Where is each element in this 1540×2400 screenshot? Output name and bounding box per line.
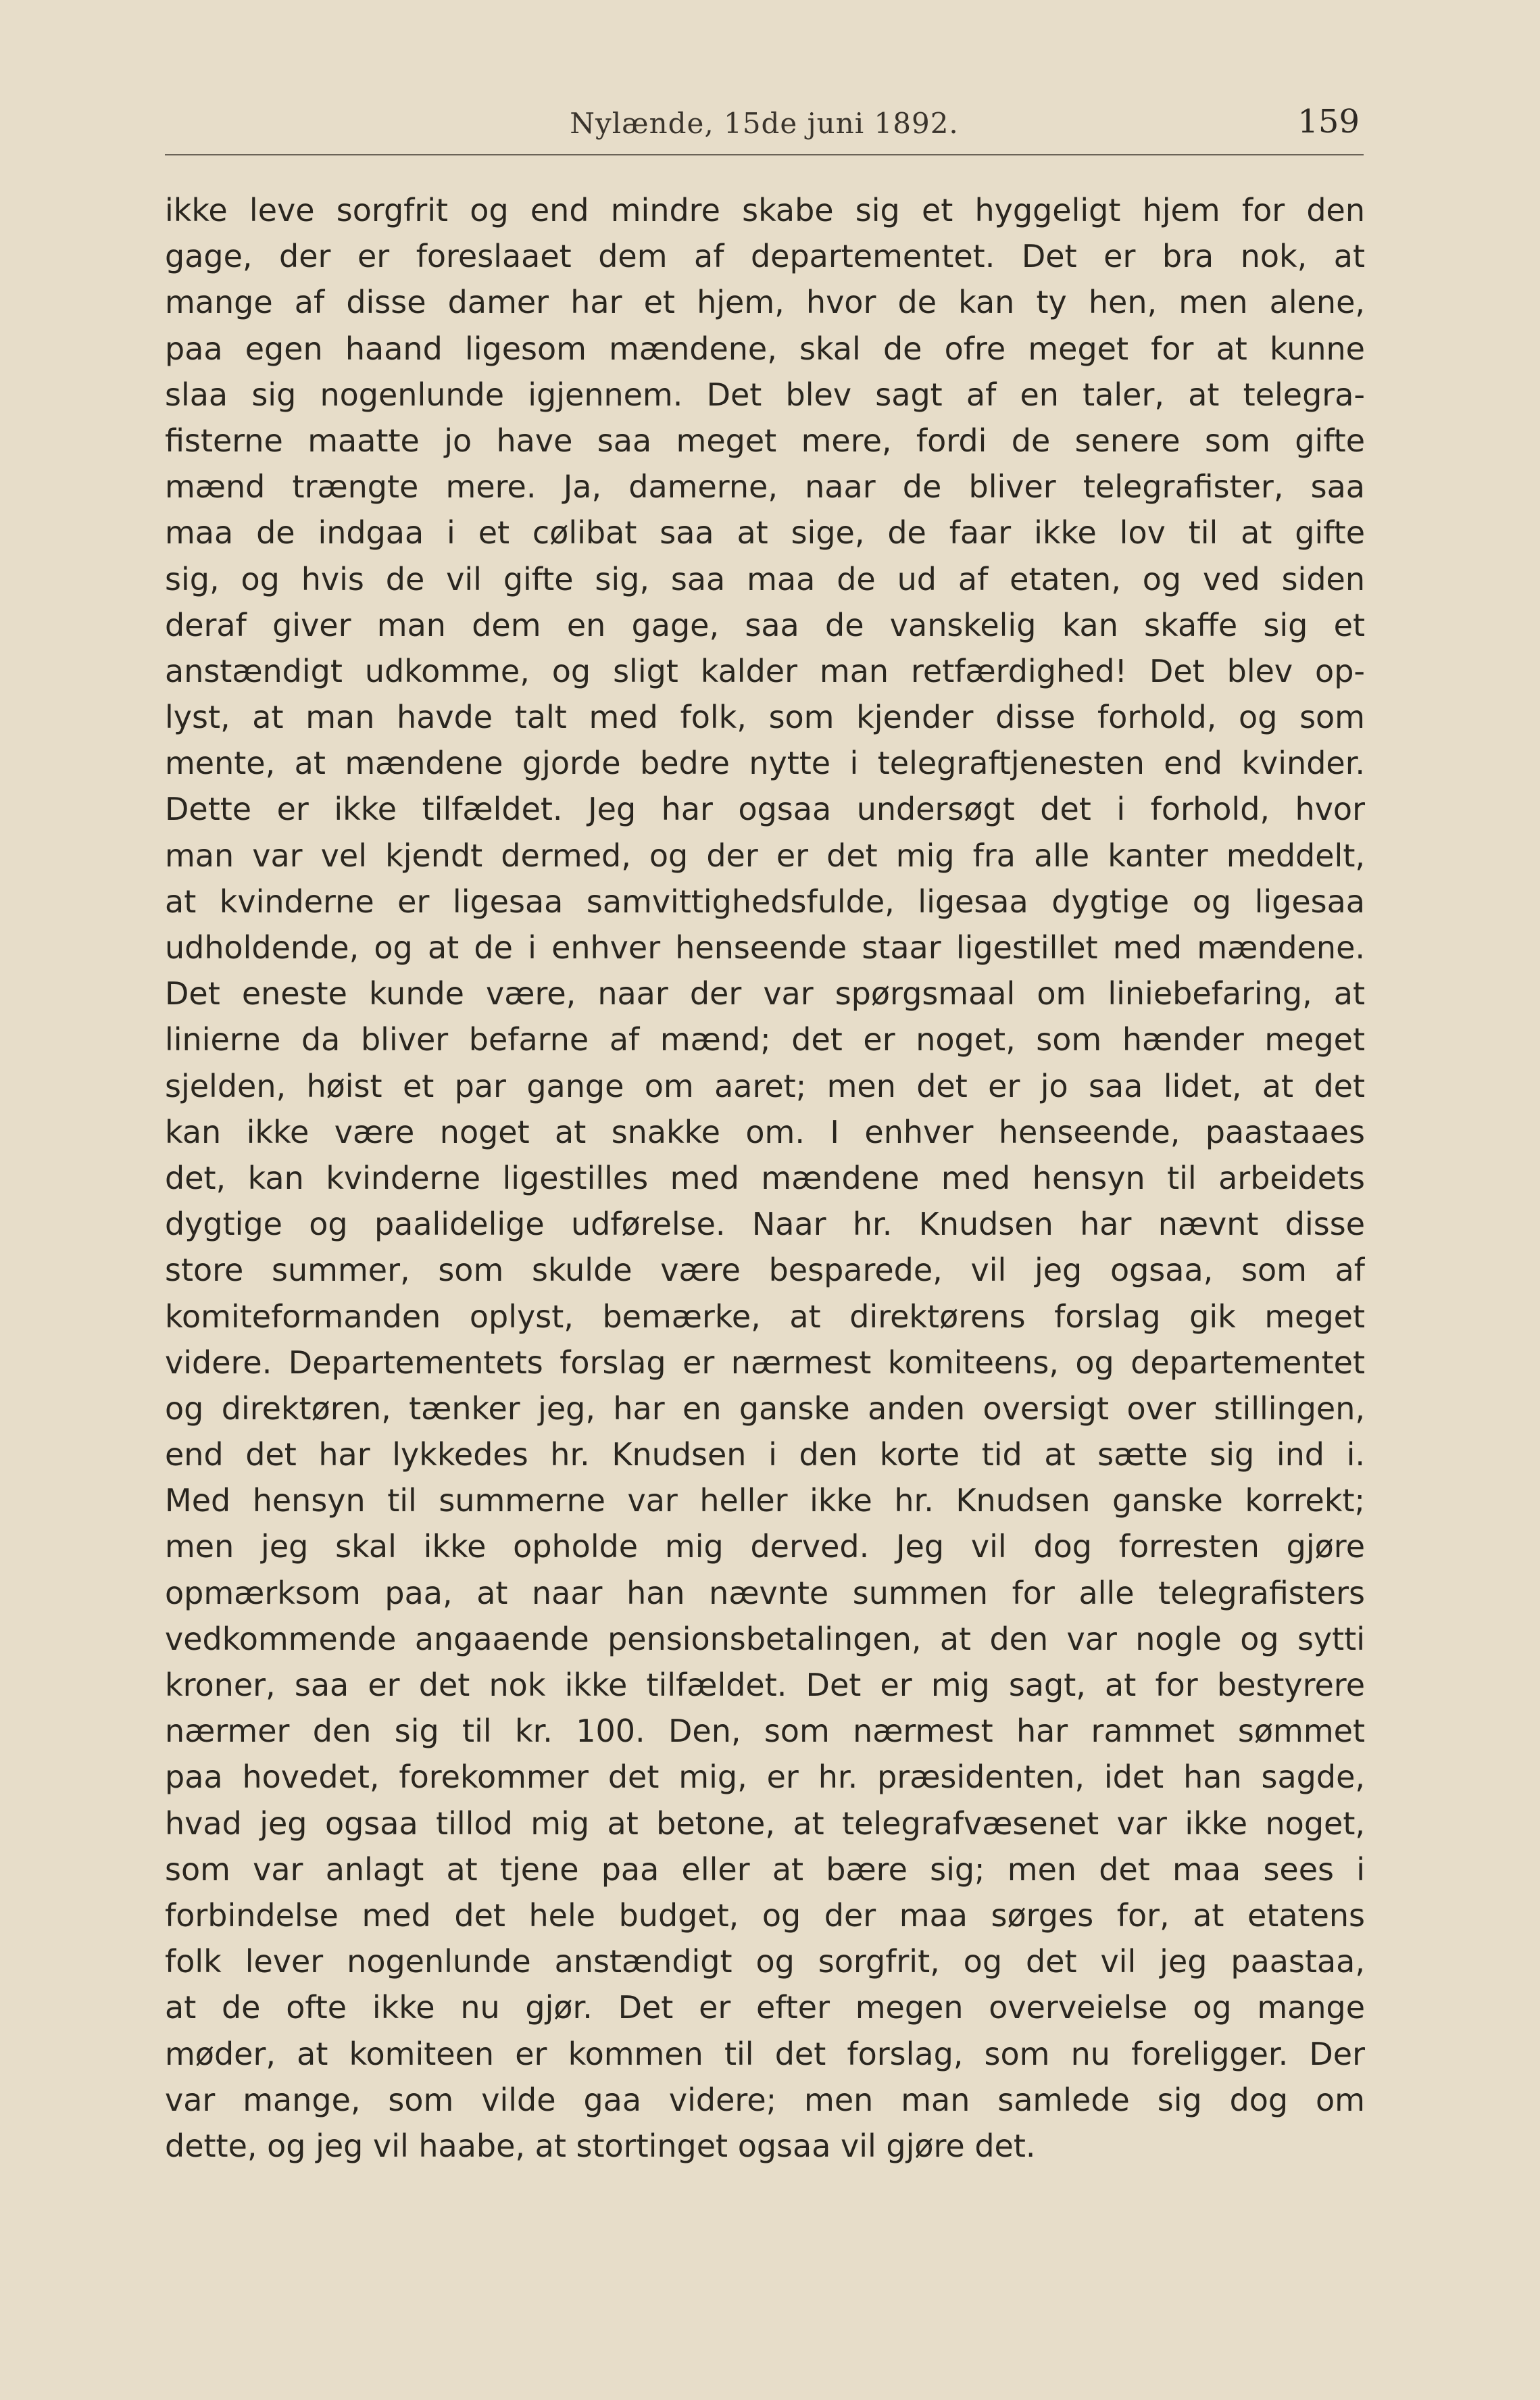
text-line: det, kan kvinderne ligestilles med mændene med hensyn til arbeidets <box>165 1159 1365 1196</box>
text-line: gage, der er foreslaaet dem af departementet. Det er bra nok, at <box>165 238 1365 275</box>
text-line: komiteformanden oplyst, bemærke, at direktørens forslag gik meget <box>165 1298 1365 1335</box>
text-line: forbindelse med det hele budget, og der maa sørges for, at etatens <box>165 1896 1365 1934</box>
running-title: Nylænde, 15de juni 1892. <box>570 107 959 140</box>
text-line: sig, og hvis de vil gifte sig, saa maa de ud af etaten, og ved siden <box>165 560 1365 597</box>
text-line: møder, at komiteen er kommen til det forslag, som nu foreligger. Der <box>165 2035 1365 2072</box>
text-line: slaa sig nogenlunde igjennem. Det blev sagt af en taler, at telegra- <box>165 376 1365 413</box>
text-line: sjelden, høist et par gange om aaret; men det er jo saa lidet, at det <box>165 1067 1365 1104</box>
text-line: anstændigt udkomme, og sligt kalder man retfærdighed! Det blev op- <box>165 652 1365 689</box>
text-line: at kvinderne er ligesaa samvittighedsfulde, ligesaa dygtige og ligesaa <box>165 883 1365 920</box>
text-line: mente, at mændene gjorde bedre nytte i telegraftjenesten end kvinder. <box>165 745 1365 782</box>
text-line: videre. Departementets forslag er nærmest komiteens, og departementet <box>165 1344 1365 1381</box>
text-line: kan ikke være noget at snakke om. I enhver henseende, paastaaes <box>165 1113 1365 1150</box>
text-line: var mange, som vilde gaa videre; men man samlede sig dog om <box>165 2081 1365 2118</box>
text-line: deraf giver man dem en gage, saa de vanskelig kan skaffe sig et <box>165 606 1365 643</box>
text-line: og direktøren, tænker jeg, har en ganske anden oversigt over stillingen, <box>165 1390 1365 1427</box>
text-line: kroner, saa er det nok ikke tilfældet. Det er mig sagt, at for bestyrere <box>165 1667 1365 1703</box>
text-line: fisterne maatte jo have saa meget mere, fordi de senere som gifte <box>165 422 1365 459</box>
text-line: vedkommende angaaende pensionsbetalingen, at den var nogle og sytti <box>165 1620 1365 1657</box>
text-line: lyst, at man havde talt med folk, som kjender disse forhold, og som <box>165 699 1365 736</box>
text-line: Med hensyn til summerne var heller ikke hr. Knudsen ganske korrekt; <box>165 1482 1365 1519</box>
text-line: folk lever nogenlunde anstændigt og sorgfrit, og det vil jeg paastaa, <box>165 1943 1365 1980</box>
text-line: nærmer den sig til kr. 100. Den, som nærmest har rammet sømmet <box>165 1713 1365 1750</box>
page-number: 159 <box>1297 103 1360 141</box>
text-line: maa de indgaa i et cølibat saa at sige, de faar ikke lov til at gifte <box>165 514 1365 552</box>
text-line: som var anlagt at tjene paa eller at bære sig; men det maa sees i <box>165 1851 1365 1888</box>
text-line: dette, og jeg vil haabe, at stortinget ogsaa vil gjøre det. <box>165 2127 1036 2164</box>
text-line: paa hovedet, forekommer det mig, er hr. præsidenten, idet han sagde, <box>165 1759 1365 1796</box>
text-line: ikke leve sorgfrit og end mindre skabe sig et hyggeligt hjem for den <box>165 192 1365 228</box>
page-header <box>165 95 1364 149</box>
text-line: store summer, som skulde være besparede, vil jeg ogsaa, som af <box>165 1252 1365 1289</box>
text-line: mange af disse damer har et hjem, hvor de kan ty hen, men alene, <box>165 284 1365 321</box>
text-line: mænd trængte mere. Ja, damerne, naar de bliver telegrafister, saa <box>165 468 1365 506</box>
header-rule <box>165 154 1364 155</box>
text-line: dygtige og paalidelige udførelse. Naar hr. Knudsen har nævnt disse <box>165 1206 1365 1243</box>
text-line: udholdende, og at de i enhver henseende staar ligestillet med mændene. <box>165 929 1365 966</box>
text-line: opmærksom paa, at naar han nævnte summen for alle telegrafisters <box>165 1574 1365 1611</box>
text-line: end det har lykkedes hr. Knudsen i den korte tid at sætte sig ind i. <box>165 1436 1365 1473</box>
text-line: Dette er ikke tilfældet. Jeg har ogsaa undersøgt det i forhold, hvor <box>165 791 1365 828</box>
body-text <box>165 187 1365 2169</box>
text-line: linierne da bliver befarne af mænd; det er noget, som hænder meget <box>165 1021 1365 1058</box>
text-line: paa egen haand ligesom mændene, skal de ofre meget for at kunne <box>165 330 1365 367</box>
text-line: Det eneste kunde være, naar der var spørgsmaal om liniebefaring, at <box>165 975 1365 1012</box>
text-line: men jeg skal ikke opholde mig derved. Jeg vil dog forresten gjøre <box>165 1528 1365 1565</box>
text-line: at de ofte ikke nu gjør. Det er efter megen overveielse og mange <box>165 1989 1365 2026</box>
text-line: hvad jeg ogsaa tillod mig at betone, at telegrafvæsenet var ikke noget, <box>165 1805 1365 1842</box>
text-line: man var vel kjendt dermed, og der er det mig fra alle kanter meddelt, <box>165 837 1365 874</box>
